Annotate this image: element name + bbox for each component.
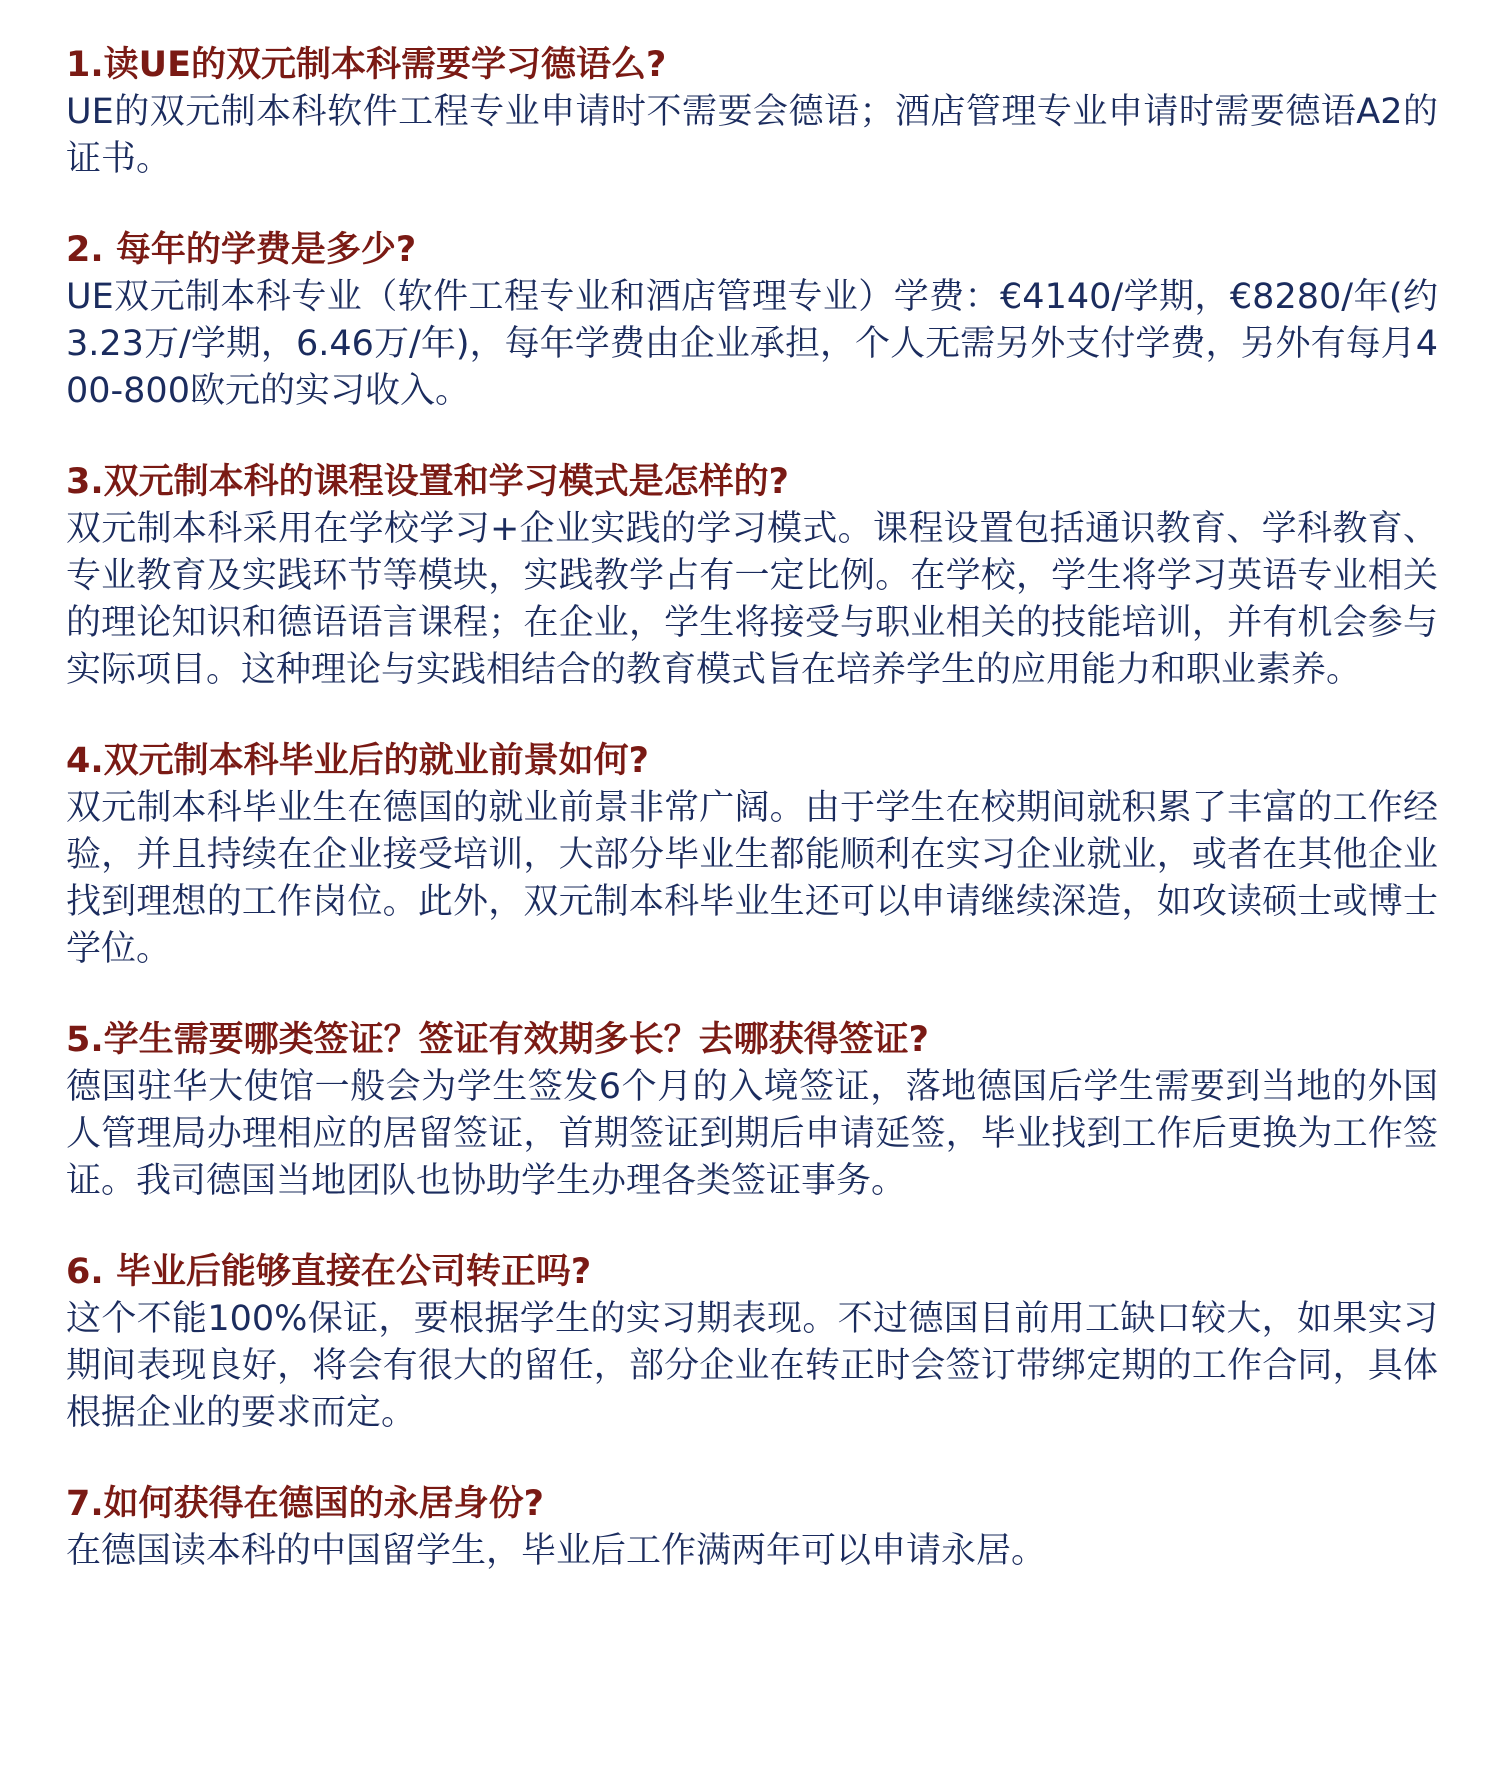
faq-item-2	[66, 227, 1438, 415]
faq-item-3	[66, 459, 1438, 694]
faq-item-4	[66, 738, 1438, 973]
faq-question: 1.读UE的双元制本科需要学习德语么?	[66, 45, 667, 85]
faq-answer: 双元制本科毕业生在德国的就业前景非常广阔。由于学生在校期间就积累了丰富的工作经验，并且持续在企业接受培训，大部分毕业生都能顺利在实习企业就业，或者在其他企业找到理想的工作岗位。此外，双元制本科毕业生还可以申请继续深造，如攻读硕士或博士学位。	[66, 788, 1438, 969]
faq-question: 3.双元制本科的课程设置和学习模式是怎样的?	[66, 462, 789, 502]
faq-item-5	[66, 1017, 1438, 1205]
faq-answer: 双元制本科采用在学校学习+企业实践的学习模式。课程设置包括通识教育、学科教育、专业教育及实践环节等模块，实践教学占有一定比例。在学校，学生将学习英语专业相关的理论知识和德语语言课程；在企业，学生将接受与职业相关的技能培训，并有机会参与实际项目。这种理论与实践相结合的教育模式旨在培养学生的应用能力和职业素养。	[66, 509, 1438, 690]
faq-item-7	[66, 1481, 1438, 1575]
faq-answer: 德国驻华大使馆一般会为学生签发6个月的入境签证，落地德国后学生需要到当地的外国人管理局办理相应的居留签证，首期签证到期后申请延签，毕业找到工作后更换为工作签证。我司德国当地团队也协助学生办理各类签证事务。	[66, 1067, 1438, 1201]
faq-answer: UE双元制本科专业（软件工程专业和酒店管理专业）学费：€4140/学期，€8280/年(约3.23万/学期，6.46万/年)，每年学费由企业承担，个人无需另外支付学费，另外有每月400-800欧元的实习收入。	[66, 277, 1438, 411]
faq-question: 4.双元制本科毕业后的就业前景如何?	[66, 741, 649, 781]
faq-question: 2. 每年的学费是多少?	[66, 230, 417, 270]
faq-answer: UE的双元制本科软件工程专业申请时不需要会德语；酒店管理专业申请时需要德语A2的证书。	[66, 92, 1438, 179]
faq-item-6	[66, 1249, 1438, 1437]
faq-question: 7.如何获得在德国的永居身份?	[66, 1484, 544, 1524]
faq-answer: 这个不能100%保证，要根据学生的实习期表现。不过德国目前用工缺口较大，如果实习期间表现良好，将会有很大的留任，部分企业在转正时会签订带绑定期的工作合同，具体根据企业的要求而定。	[66, 1299, 1438, 1433]
faq-question: 5.学生需要哪类签证？签证有效期多长？去哪获得签证?	[66, 1020, 929, 1060]
faq-item-1	[66, 42, 1438, 183]
faq-answer: 在德国读本科的中国留学生，毕业后工作满两年可以申请永居。	[66, 1531, 1047, 1571]
faq-list	[66, 42, 1438, 1619]
faq-question: 6. 毕业后能够直接在公司转正吗?	[66, 1252, 592, 1292]
